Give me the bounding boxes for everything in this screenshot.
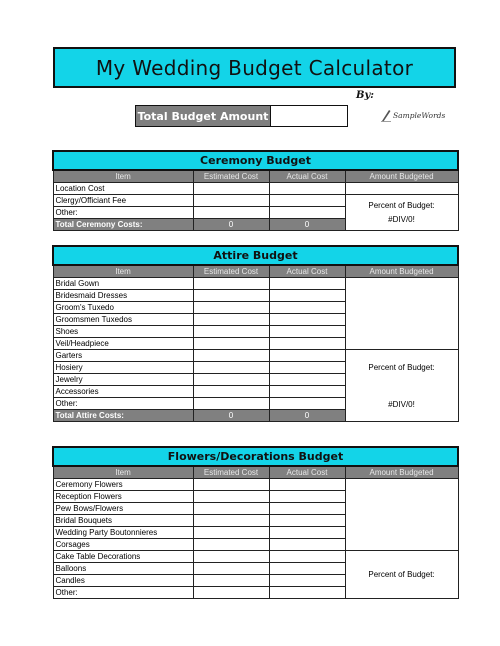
col-actual-header: Actual Cost <box>269 170 345 183</box>
actual-cost-cell[interactable] <box>269 398 345 410</box>
attire-item: Shoes <box>53 326 193 338</box>
col-estimated-header: Estimated Cost <box>193 170 269 183</box>
attire-percent-cell <box>345 350 458 422</box>
amount-budgeted-cell[interactable] <box>345 183 458 195</box>
col-item-header: Item <box>53 466 193 479</box>
actual-cost-cell[interactable] <box>269 183 345 195</box>
total-budget-label: Total Budget Amount <box>135 105 271 127</box>
amount-budgeted-cell[interactable] <box>345 278 458 350</box>
attire-total-actual: 0 <box>269 410 345 422</box>
byline-text: By <box>356 90 371 101</box>
estimated-cost-cell[interactable] <box>193 290 269 302</box>
attire-item: Veil/Headpiece <box>53 338 193 350</box>
actual-cost-cell[interactable] <box>269 207 345 219</box>
ceremony-item: Other: <box>53 207 193 219</box>
estimated-cost-cell[interactable] <box>193 539 269 551</box>
flowers-item: Cake Table Decorations <box>53 551 193 563</box>
flowers-item: Ceremony Flowers <box>53 479 193 491</box>
actual-cost-cell[interactable] <box>269 551 345 563</box>
actual-cost-cell[interactable] <box>269 374 345 386</box>
ceremony-item: Clergy/Officiant Fee <box>53 195 193 207</box>
estimated-cost-cell[interactable] <box>193 362 269 374</box>
ceremony-percent-cell <box>345 195 458 231</box>
estimated-cost-cell[interactable] <box>193 374 269 386</box>
attire-item: Garters <box>53 350 193 362</box>
attire-item: Accessories <box>53 386 193 398</box>
actual-cost-cell[interactable] <box>269 539 345 551</box>
attire-total-label: Total Attire Costs: <box>53 410 193 422</box>
flowers-item: Pew Bows/Flowers <box>53 503 193 515</box>
estimated-cost-cell[interactable] <box>193 195 269 207</box>
percent-label: Percent of Budget: <box>368 201 435 210</box>
estimated-cost-cell[interactable] <box>193 587 269 599</box>
percent-value: #DIV/0! <box>388 399 415 409</box>
attire-title: Attire Budget <box>53 246 458 265</box>
col-budgeted-header: Amount Budgeted <box>345 466 458 479</box>
estimated-cost-cell[interactable] <box>193 183 269 195</box>
actual-cost-cell[interactable] <box>269 195 345 207</box>
actual-cost-cell[interactable] <box>269 362 345 374</box>
estimated-cost-cell[interactable] <box>193 398 269 410</box>
actual-cost-cell[interactable] <box>269 278 345 290</box>
actual-cost-cell[interactable] <box>269 350 345 362</box>
ceremony-total-actual: 0 <box>269 219 345 231</box>
attire-item: Other: <box>53 398 193 410</box>
amount-budgeted-cell[interactable] <box>345 479 458 551</box>
actual-cost-cell[interactable] <box>269 290 345 302</box>
attire-item: Groomsmen Tuxedos <box>53 314 193 326</box>
flowers-item: Candles <box>53 575 193 587</box>
flowers-item: Other: <box>53 587 193 599</box>
attire-item: Bridal Gown <box>53 278 193 290</box>
actual-cost-cell[interactable] <box>269 503 345 515</box>
pen-logo-icon <box>381 108 391 122</box>
actual-cost-cell[interactable] <box>269 491 345 503</box>
samplewords-logo <box>381 106 451 124</box>
byline: By: <box>356 90 374 101</box>
col-item-header: Item <box>53 265 193 278</box>
flowers-title: Flowers/Decorations Budget <box>53 447 458 466</box>
logo-text: SampleWords <box>393 110 446 120</box>
estimated-cost-cell[interactable] <box>193 302 269 314</box>
flowers-item: Balloons <box>53 563 193 575</box>
actual-cost-cell[interactable] <box>269 587 345 599</box>
actual-cost-cell[interactable] <box>269 386 345 398</box>
estimated-cost-cell[interactable] <box>193 386 269 398</box>
ceremony-total-label: Total Ceremony Costs: <box>53 219 193 231</box>
percent-label: Percent of Budget: <box>368 362 435 372</box>
ceremony-total-estimated: 0 <box>193 219 269 231</box>
estimated-cost-cell[interactable] <box>193 338 269 350</box>
percent-value: #DIV/0! <box>388 215 415 224</box>
flowers-percent-cell <box>345 551 458 599</box>
percent-label: Percent of Budget: <box>368 569 435 579</box>
attire-item: Groom's Tuxedo <box>53 302 193 314</box>
estimated-cost-cell[interactable] <box>193 551 269 563</box>
attire-item: Bridesmaid Dresses <box>53 290 193 302</box>
actual-cost-cell[interactable] <box>269 302 345 314</box>
flowers-item: Corsages <box>53 539 193 551</box>
page-title-banner <box>53 47 456 88</box>
estimated-cost-cell[interactable] <box>193 207 269 219</box>
col-estimated-header: Estimated Cost <box>193 466 269 479</box>
attire-budget-table <box>52 245 459 422</box>
flowers-item: Wedding Party Boutonnieres <box>53 527 193 539</box>
actual-cost-cell[interactable] <box>269 326 345 338</box>
estimated-cost-cell[interactable] <box>193 278 269 290</box>
col-actual-header: Actual Cost <box>269 265 345 278</box>
col-actual-header: Actual Cost <box>269 466 345 479</box>
ceremony-budget-table <box>52 150 459 231</box>
estimated-cost-cell[interactable] <box>193 350 269 362</box>
actual-cost-cell[interactable] <box>269 479 345 491</box>
attire-total-estimated: 0 <box>193 410 269 422</box>
actual-cost-cell[interactable] <box>269 515 345 527</box>
estimated-cost-cell[interactable] <box>193 503 269 515</box>
flowers-budget-table <box>52 446 459 599</box>
total-budget-input[interactable] <box>271 105 348 127</box>
col-budgeted-header: Amount Budgeted <box>345 170 458 183</box>
actual-cost-cell[interactable] <box>269 338 345 350</box>
ceremony-title: Ceremony Budget <box>53 151 458 170</box>
estimated-cost-cell[interactable] <box>193 326 269 338</box>
col-item-header: Item <box>53 170 193 183</box>
ceremony-item: Location Cost <box>53 183 193 195</box>
actual-cost-cell[interactable] <box>269 314 345 326</box>
page-title: My Wedding Budget Calculator <box>95 55 414 80</box>
col-estimated-header: Estimated Cost <box>193 265 269 278</box>
flowers-item: Reception Flowers <box>53 491 193 503</box>
actual-cost-cell[interactable] <box>269 563 345 575</box>
attire-item: Jewelry <box>53 374 193 386</box>
estimated-cost-cell[interactable] <box>193 479 269 491</box>
estimated-cost-cell[interactable] <box>193 314 269 326</box>
estimated-cost-cell[interactable] <box>193 563 269 575</box>
actual-cost-cell[interactable] <box>269 527 345 539</box>
col-budgeted-header: Amount Budgeted <box>345 265 458 278</box>
estimated-cost-cell[interactable] <box>193 527 269 539</box>
estimated-cost-cell[interactable] <box>193 515 269 527</box>
estimated-cost-cell[interactable] <box>193 491 269 503</box>
actual-cost-cell[interactable] <box>269 575 345 587</box>
flowers-item: Bridal Bouquets <box>53 515 193 527</box>
estimated-cost-cell[interactable] <box>193 575 269 587</box>
attire-item: Hosiery <box>53 362 193 374</box>
